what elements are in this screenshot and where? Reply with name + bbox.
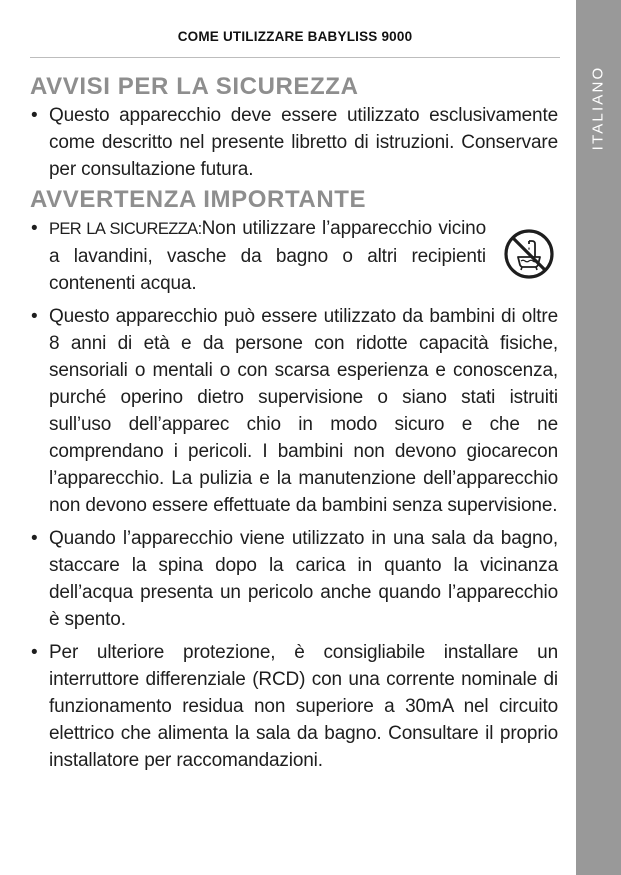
list-item: • Quando l’apparecchio viene utilizzato in una sala da bagno, staccare la spina dopo la carica in quanto la vicinanza dell’acqua presenta un pericolo anche quando l’apparecchio è spento. [30,525,558,633]
language-label: ITALIANO [589,65,607,151]
list-item: • Questo apparecchio deve essere utilizzato esclusivamente come descritto nel presente libretto di istruzioni. Conservare per consultazione futura. [30,102,558,183]
warning-text: Non utilizzare l’apparecchio vicino a lavandini, vasche da bagno o altri recipienti contenenti acqua. [49,218,486,294]
warning-list [30,215,558,774]
no-bathtub-water-icon [502,227,556,281]
warning-lead: PER LA SICUREZZA: [49,220,202,238]
section-title-important-warning: AVVERTENZA IMPORTANTE [30,186,367,213]
list-item: • Per ulteriore protezione, è consigliabile installare un interruttore differenziale (RCD) con una corrente nominale di funzionamento residua non superiore a 30mA nel circuito elettrico che alimenta la sala da bagno. Consultare il proprio installatore per raccomandazioni. [30,639,558,774]
list-item: • Questo apparecchio può essere utilizzato da bambini di oltre 8 anni di età e da persone con ridotte capacità fisiche, sensoriali o mentali o con scarsa esperienza e conoscenza, purché operino dietro supervisione o siano stati istruiti sull’uso dell’apparec chio in modo sicuro e che ne comprendano i pericoli. I bambini non devono giocarecon l’apparecchio. La pulizia e la manutenzione dell’apparecchio non devono essere effettuate da bambini senza supervisione. [30,303,558,519]
list-item-bathroom-warning [30,215,558,297]
section-title-safety: AVVISI PER LA SICUREZZA [30,73,359,100]
language-side-tab [576,0,621,875]
header-divider [30,57,560,58]
safety-list [30,102,558,183]
page-header-title: COME UTILIZZARE BABYLISS 9000 [177,29,413,44]
main-content [30,72,558,774]
